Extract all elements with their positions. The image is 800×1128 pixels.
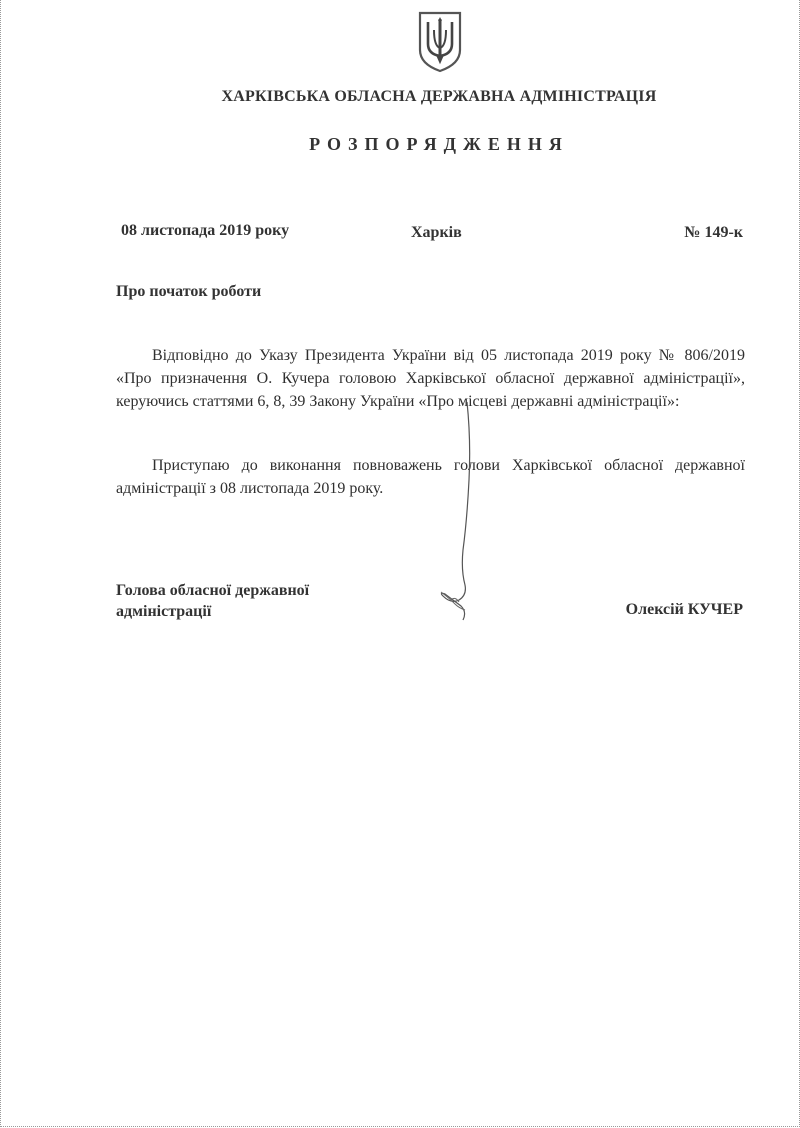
document-number: № 149-к xyxy=(684,224,743,241)
document-city: Харків xyxy=(411,224,462,241)
document-date: 08 листопада 2019 року xyxy=(121,222,290,239)
body-paragraph-2: Приступаю до виконання повноважень голови Харківської обласної державної адміністрації з 08 листопада 2019 року. xyxy=(116,457,745,497)
handwritten-signature-icon xyxy=(421,400,501,630)
organization-title: ХАРКІВСЬКА ОБЛАСНА ДЕРЖАВНА АДМІНІСТРАЦІЯ xyxy=(221,88,657,105)
signatory-position-line-2: адміністрації xyxy=(116,603,212,620)
signatory-position xyxy=(116,580,309,622)
document-subject: Про початок роботи xyxy=(116,283,262,300)
signatory-position-line-1: Голова обласної державної xyxy=(116,582,310,599)
trident-coat-of-arms-icon xyxy=(416,10,464,74)
body-paragraph-1: Відповідно до Указу Президента України від 05 листопада 2019 року № 806/2019 «Про призначення О. Кучера головою Харківської обласної державної адміністрації», керуючись статтями 6, 8, 39 Закону України «Про місцеві державні адміністрації»: xyxy=(116,347,745,410)
document-type-title: РОЗПОРЯДЖЕННЯ xyxy=(309,134,569,154)
signatory-name: Олексій КУЧЕР xyxy=(625,601,743,618)
